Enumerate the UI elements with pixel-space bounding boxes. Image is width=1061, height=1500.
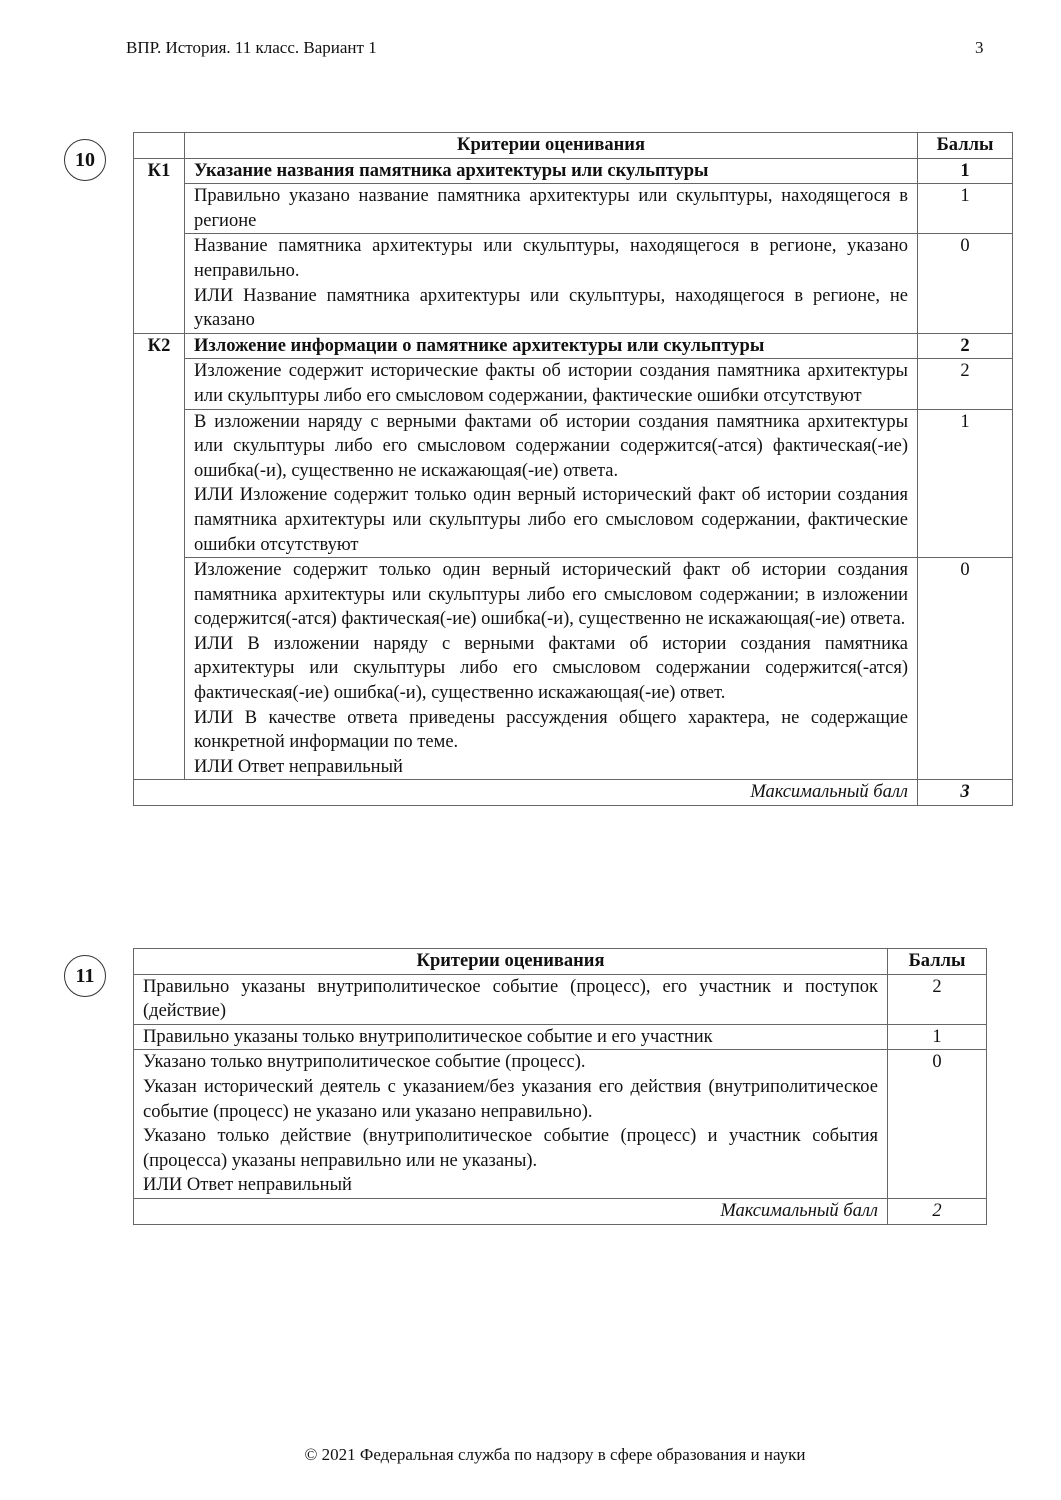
criterion-description [134, 1050, 888, 1199]
max-score-row [134, 780, 1013, 806]
task10-criteria-table [133, 132, 1013, 806]
description-line: ИЛИ В качестве ответа приведены рассуждения общего характера, не содержащие конкретной информации по теме. [194, 707, 908, 753]
points-value: 1 [888, 1024, 987, 1050]
table-row [134, 1024, 987, 1050]
description-line: Изложение содержит исторические факты об истории создания памятника архитектуры или скульптуры либо его смысловом содержании, фактические ошибки отсутствуют [194, 361, 908, 406]
points-value: 0 [918, 558, 1013, 780]
criterion-title: Указание названия памятника архитектуры или скульптуры [185, 158, 918, 184]
criterion-description [185, 558, 918, 780]
criterion-max-points: 1 [918, 158, 1013, 184]
criterion-code: К1 [134, 158, 185, 184]
description-line: Указано только внутриполитическое событие (процесс). [143, 1052, 586, 1073]
points-value: 2 [918, 359, 1013, 409]
page-number: 3 [975, 38, 984, 57]
copyright-footer: © 2021 Федеральная служба по надзору в сфере образования и науки [304, 1445, 806, 1464]
description-line: В изложении наряду с верными фактами об истории создания памятника архитектуры или скульптуры либо его смысловом содержании содержится(-атся) фактическая(-ие) ошибка(-и), существенно не искажающая(-ие) ответа. [194, 411, 908, 481]
criterion-max-points: 2 [918, 333, 1013, 359]
table-row [134, 234, 1013, 333]
description-line: Указан исторический деятель с указанием/без указания его действия (внутриполитическое событие (процесс) не указано или указано неправильно). [143, 1076, 878, 1122]
code-spacer [134, 409, 185, 558]
points-value: 1 [918, 184, 1013, 234]
table-row [134, 1050, 987, 1199]
table-row [134, 558, 1013, 780]
criterion-row-k2 [134, 333, 1013, 359]
description-line: Название памятника архитектуры или скульптуры, находящегося в регионе, указано неправильно. [194, 236, 908, 281]
max-score-value: 2 [888, 1198, 987, 1224]
criterion-row-k1 [134, 158, 1013, 184]
criterion-description [185, 409, 918, 558]
description-line: ИЛИ Ответ неправильный [143, 1175, 352, 1196]
description-line: Правильно указаны внутриполитическое событие (процесс), его участник и поступок (действие) [143, 976, 878, 1022]
description-line: Правильно указано название памятника архитектуры или скульптуры, находящегося в регионе [194, 186, 908, 231]
points-value: 0 [918, 234, 1013, 333]
code-spacer [134, 184, 185, 234]
document-header-title: ВПР. История. 11 класс. Вариант 1 [126, 38, 377, 57]
table-row [134, 184, 1013, 234]
criterion-description [134, 974, 888, 1024]
description-line: ИЛИ Ответ неправильный [194, 756, 403, 777]
task-number-badge: 10 [64, 139, 106, 181]
points-column-header: Баллы [918, 133, 1013, 159]
description-line: ИЛИ Название памятника архитектуры или скульптуры, находящегося в регионе, не указано [194, 285, 908, 331]
criterion-description [134, 1024, 888, 1050]
criteria-column-header: Критерии оценивания [185, 133, 918, 159]
points-column-header: Баллы [888, 949, 987, 975]
code-spacer [134, 234, 185, 333]
criterion-description [185, 359, 918, 409]
description-line: Правильно указаны только внутриполитическое событие и его участник [143, 1026, 713, 1047]
code-spacer [134, 558, 185, 780]
table-row [134, 409, 1013, 558]
max-score-label: Максимальный балл [134, 1198, 888, 1224]
task-number-badge: 11 [64, 955, 106, 997]
table-header-row [134, 949, 987, 975]
max-score-row [134, 1198, 987, 1224]
empty-header-cell [134, 133, 185, 159]
points-value: 1 [918, 409, 1013, 558]
criterion-description [185, 234, 918, 333]
points-value: 2 [888, 974, 987, 1024]
criterion-title: Изложение информации о памятнике архитектуры или скульптуры [185, 333, 918, 359]
task11-criteria-table [133, 948, 987, 1225]
max-score-label: Максимальный балл [134, 780, 918, 806]
criteria-column-header: Критерии оценивания [134, 949, 888, 975]
code-spacer [134, 359, 185, 409]
description-line: ИЛИ Изложение содержит только один верный исторический факт об истории создания памятника архитектуры или скульптуры либо его смысловом содержании, фактические ошибки отсутствуют [194, 485, 908, 555]
table-row [134, 359, 1013, 409]
description-line: Изложение содержит только один верный исторический факт об истории создания памятника архитектуры или скульптуры либо его смысловом содержании; в изложении содержится(-атся) фактическая(-ие) ошибка(-и), существенно не искажающая(-ие) ответа. [194, 560, 908, 630]
table-header-row [134, 133, 1013, 159]
description-line: ИЛИ В изложении наряду с верными фактами об истории создания памятника архитектуры или скульптуры либо его смысловом содержании содержится(-атся) фактическая(-ие) ошибка(-и), существенно искажающая(-ие) ответ. [194, 633, 908, 704]
table-row [134, 974, 987, 1024]
points-value: 0 [888, 1050, 987, 1199]
criterion-code: К2 [134, 333, 185, 359]
max-score-value: 3 [918, 780, 1013, 806]
description-line: Указано только действие (внутриполитическое событие (процесс) и участник события (процесса) указаны неправильно или не указаны). [143, 1126, 878, 1171]
criterion-description [185, 184, 918, 234]
